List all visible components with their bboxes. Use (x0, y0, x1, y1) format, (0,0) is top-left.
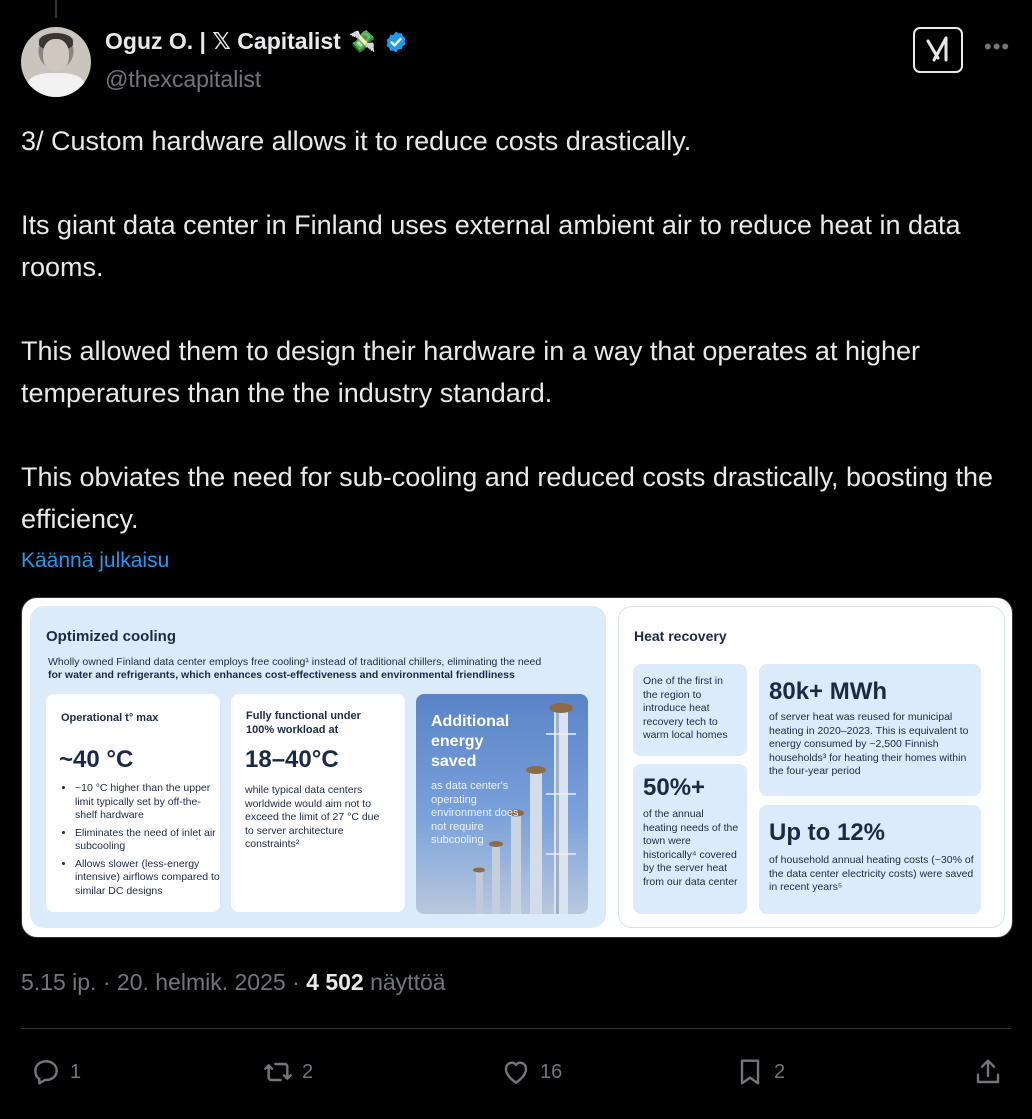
mwh-card (759, 664, 981, 796)
card-text: while typical data centers worldwide would aim not to exceed the limit of 27 °C due to server architecture constraints² (245, 784, 380, 850)
tweet-text (21, 120, 1011, 540)
stat-value: Up to 12% (769, 819, 886, 846)
repost-button[interactable] (262, 1056, 313, 1088)
post-date[interactable]: 20. helmik. 2025 (116, 969, 286, 995)
tweet-meta: 5.15 ip. · 20. helmik. 2025 · 4 502 näyttöä (21, 969, 446, 995)
translate-post-link[interactable]: Käännä julkaisu (21, 549, 170, 572)
panel-title: Heat recovery (634, 628, 727, 644)
more-options-icon[interactable]: ••• (984, 34, 1011, 59)
thread-line (55, 0, 57, 18)
optimized-cooling-panel (30, 606, 606, 928)
stat-text: of the annual heating needs of the town were historically⁴ covered by the server heat from our data center (643, 808, 739, 888)
post-time[interactable]: 5.15 ip. (21, 969, 97, 995)
heart-icon (500, 1056, 532, 1088)
heat-recovery-panel (618, 606, 1005, 928)
reply-button[interactable] (30, 1056, 81, 1088)
views-count: 4 502 (306, 969, 364, 995)
tweet-paragraph: This obviates the need for sub-cooling and reduced costs drastically, boosting the efficiency. (21, 462, 994, 534)
card-label: Operational t° max (61, 712, 159, 724)
heating-costs-card (759, 805, 981, 914)
money-emoji-icon: 💸 (348, 28, 377, 54)
share-button[interactable] (972, 1056, 1004, 1088)
tweet-media-image[interactable] (21, 597, 1013, 938)
tweet-paragraph: 3/ Custom hardware allows it to reduce costs drastically. (21, 126, 692, 156)
repost-count: 2 (302, 1060, 314, 1083)
bookmark-icon (734, 1056, 766, 1088)
tweet-paragraph: This allowed them to design their hardware in a way that operates at higher temperatures than the the industry standard. (21, 336, 921, 408)
panel-description: Wholly owned Finland data center employs free cooling¹ instead of traditional chillers, eliminating the need for water and refrigerants, which enhances cost-effectiveness and environmental friendliness (48, 656, 542, 681)
like-count: 16 (540, 1060, 563, 1083)
card-value: 18–40°C (245, 746, 339, 773)
stat-text: of server heat was reused for municipal heating in 2020–2023. This is equivalent to energy consumed by ~2,500 Finnish households³ for heating their homes within the four-year period (769, 711, 969, 777)
stat-value: 80k+ MWh (769, 678, 888, 705)
share-icon (972, 1056, 1004, 1088)
views-label: näyttöä (370, 969, 446, 995)
stat-text: of household annual heating costs (~30% of the data center electricity costs) were saved in recent years⁵ (769, 854, 974, 893)
card-text: One of the first in the region to introduce heat recovery tech to warm local homes (643, 675, 728, 741)
like-button[interactable] (500, 1056, 562, 1088)
divider (21, 1028, 1011, 1029)
repost-icon (262, 1056, 294, 1088)
chimney-photo-card (416, 694, 588, 914)
photo-title: Additional energy saved (431, 713, 510, 770)
workload-temperature-card (231, 694, 405, 912)
display-name[interactable]: Oguz O. | 𝕏 Capitalist (105, 28, 341, 54)
author-name-row[interactable] (105, 28, 408, 55)
intro-card (633, 664, 747, 756)
grok-icon[interactable] (913, 27, 963, 73)
bookmark-count: 2 (774, 1060, 786, 1083)
tweet-paragraph: Its giant data center in Finland uses external ambient air to reduce heat in data rooms. (21, 210, 961, 282)
reply-icon (30, 1056, 62, 1088)
card-label: Fully functional under 100% workload at (246, 710, 361, 736)
town-heating-card (633, 764, 747, 914)
bookmark-button[interactable] (734, 1056, 785, 1088)
card-bullets: • ~10 °C higher than the upper limit typically set by off-the-shelf hardware • Eliminates the need of inlet air subcooling • Allows slower (less-energy intensive) airflows compared to similar DC designs (59, 782, 223, 902)
card-value: ~40 °C (59, 746, 134, 773)
handle[interactable]: @thexcapitalist (105, 66, 262, 92)
stat-value: 50%+ (643, 774, 706, 801)
panel-title: Optimized cooling (46, 628, 176, 645)
avatar[interactable] (21, 27, 91, 97)
reply-count: 1 (70, 1060, 82, 1083)
max-temperature-card (46, 694, 220, 912)
photo-text: as data center's operating environment does not require subcooling (431, 780, 519, 846)
verified-badge-icon[interactable] (384, 30, 408, 54)
